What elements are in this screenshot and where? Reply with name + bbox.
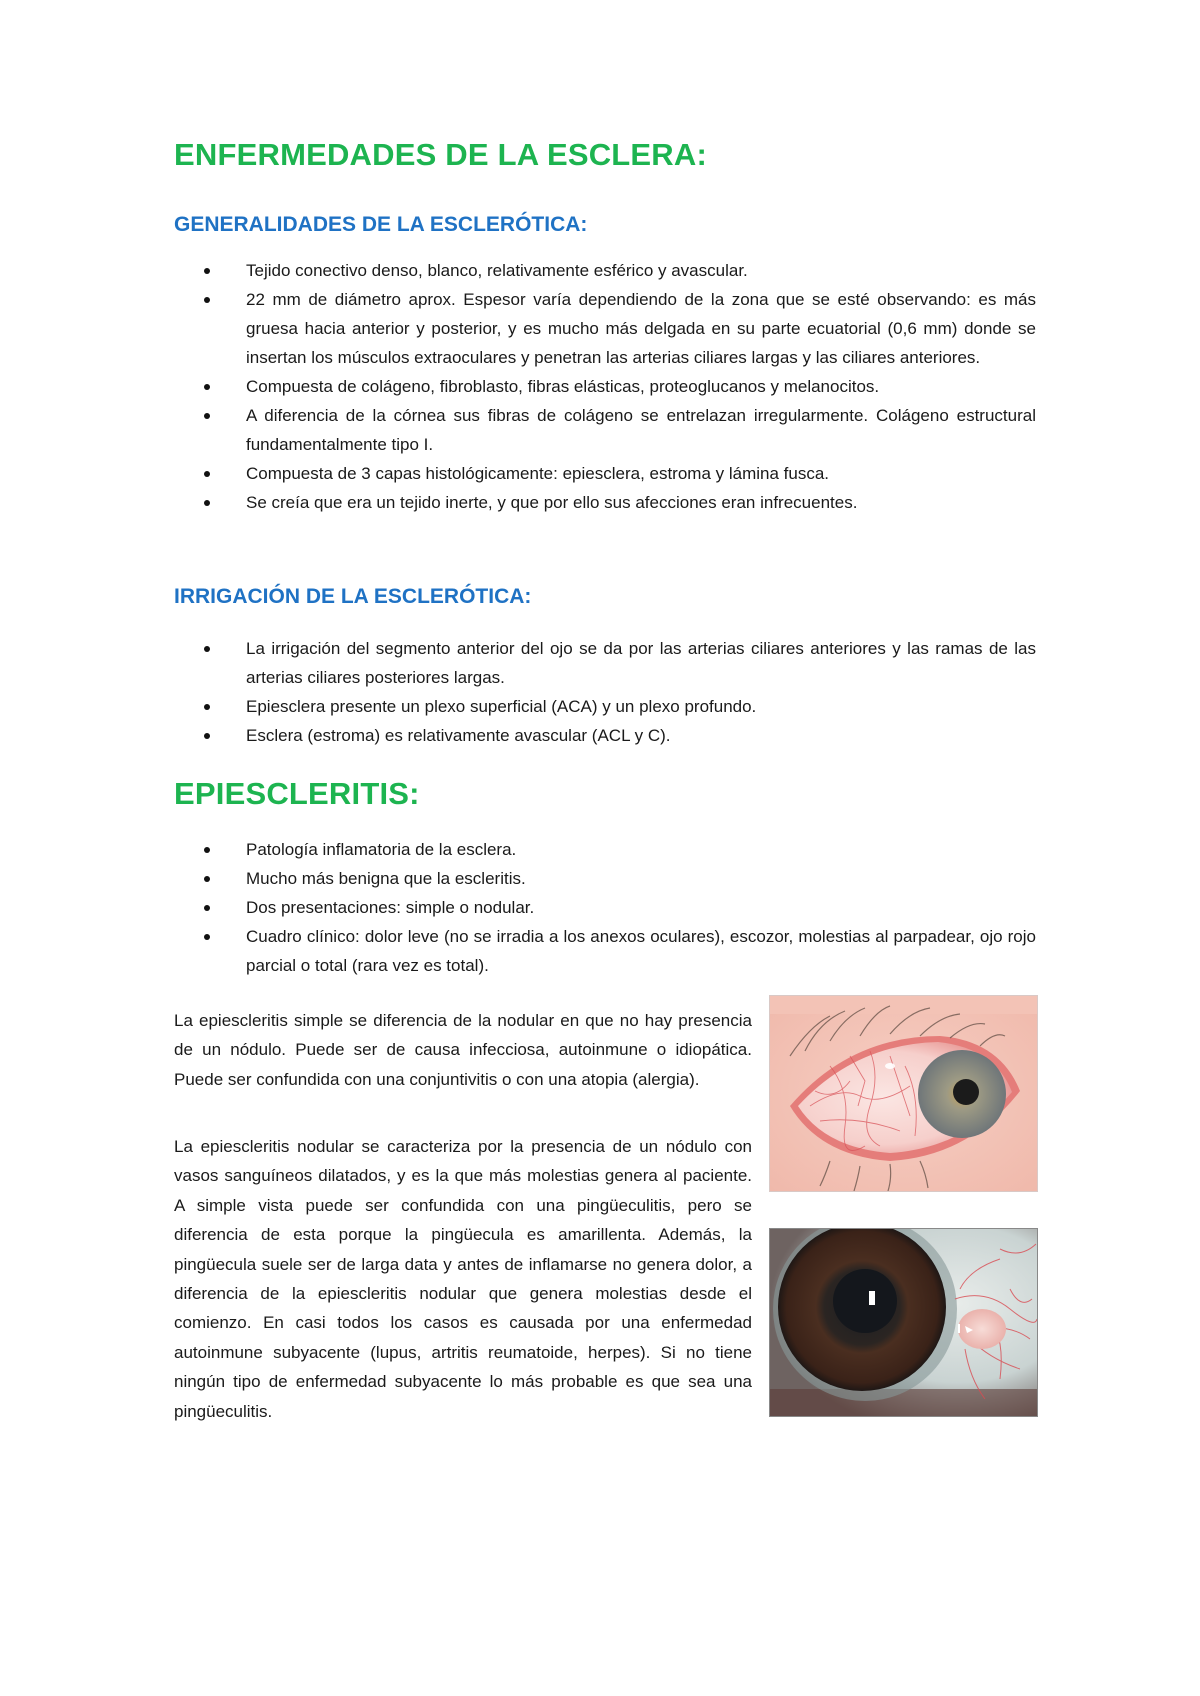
- paragraph-nodular: La epiescleritis nodular se caracteriza por la presencia de un nódulo con vasos sanguíneos dilatados, y es la que más molestias genera al paciente. A simple vista puede ser confundida con una pingüeculitis, pero se diferencia de esta porque la pingüecula es amarillenta. Además, la pingüecula suele ser de larga data y antes de inflamarse no genera dolor, a diferencia de la epiescleritis nodular que genera molestias desde el comienzo. En casi todos los casos es causada por una enfermedad autoinmune subyacente (lupus, artritis reumatoide, herpes). Si no tiene ningún tipo de enfermedad subyacente lo más probable es que sea una pingüeculitis.: [174, 1137, 752, 1421]
- bullet-icon: [204, 500, 210, 506]
- bullet-icon: [204, 934, 210, 940]
- list-item: Cuadro clínico: dolor leve (no se irradia a los anexos oculares), escozor, molestias al parpadear, ojo rojo parcial o total (rara vez es total).: [174, 922, 1036, 980]
- list-item: Compuesta de 3 capas histológicamente: epiesclera, estroma y lámina fusca.: [174, 459, 1036, 488]
- section-heading-epiescleritis: EPIESCLERITIS:: [174, 776, 420, 811]
- section-heading-generalidades: GENERALIDADES DE LA ESCLERÓTICA:: [174, 213, 588, 236]
- list-item: Tejido conectivo denso, blanco, relativamente esférico y avascular.: [174, 256, 1036, 285]
- list-item: Se creía que era un tejido inerte, y que por ello sus afecciones eran infrecuentes.: [174, 488, 1036, 517]
- bullet-icon: [204, 704, 210, 710]
- irrigacion-list: [174, 634, 1036, 750]
- epiescleritis-list: [174, 835, 1036, 980]
- bullet-icon: [204, 268, 210, 274]
- list-item: Dos presentaciones: simple o nodular.: [174, 893, 1036, 922]
- list-item: Patología inflamatoria de la esclera.: [174, 835, 1036, 864]
- document-title: ENFERMEDADES DE LA ESCLERA:: [174, 137, 708, 172]
- list-item: Epiesclera presente un plexo superficial (ACA) y un plexo profundo.: [174, 692, 1036, 721]
- bullet-icon: [204, 847, 210, 853]
- section-heading-irrigacion: IRRIGACIÓN DE LA ESCLERÓTICA:: [174, 585, 532, 608]
- bullet-icon: [204, 297, 210, 303]
- list-item: Esclera (estroma) es relativamente avascular (ACL y C).: [174, 721, 1036, 750]
- list-item: La irrigación del segmento anterior del ojo se da por las arterias ciliares anteriores y las ramas de las arterias ciliares posteriores largas.: [174, 634, 1036, 692]
- bullet-icon: [204, 646, 210, 652]
- bullet-icon: [204, 876, 210, 882]
- bullet-icon: [204, 384, 210, 390]
- paragraph-simple: La epiescleritis simple se diferencia de la nodular en que no hay presencia de un nódulo. Puede ser de causa infecciosa, autoinmune o idiopática. Puede ser confundida con una conjuntivitis o con una atopia (alergia).: [174, 1011, 752, 1089]
- bullet-icon: [204, 413, 210, 419]
- red-eye-photo: [769, 995, 1038, 1192]
- generalidades-list: [174, 256, 1036, 517]
- nodular-episcleritis-photo: [769, 1228, 1038, 1417]
- list-item: Mucho más benigna que la escleritis.: [174, 864, 1036, 893]
- bullet-icon: [204, 733, 210, 739]
- list-item: 22 mm de diámetro aprox. Espesor varía dependiendo de la zona que se esté observando: es más gruesa hacia anterior y posterior, y es mucho más delgada en su parte ecuatorial (0,6 mm) donde se insertan los músculos extraoculares y penetran las arterias ciliares largas y las ciliares anteriores.: [174, 285, 1036, 372]
- bullet-icon: [204, 905, 210, 911]
- list-item: A diferencia de la córnea sus fibras de colágeno se entrelazan irregularmente. Colágeno estructural fundamentalmente tipo I.: [174, 401, 1036, 459]
- list-item: Compuesta de colágeno, fibroblasto, fibras elásticas, proteoglucanos y melanocitos.: [174, 372, 1036, 401]
- bullet-icon: [204, 471, 210, 477]
